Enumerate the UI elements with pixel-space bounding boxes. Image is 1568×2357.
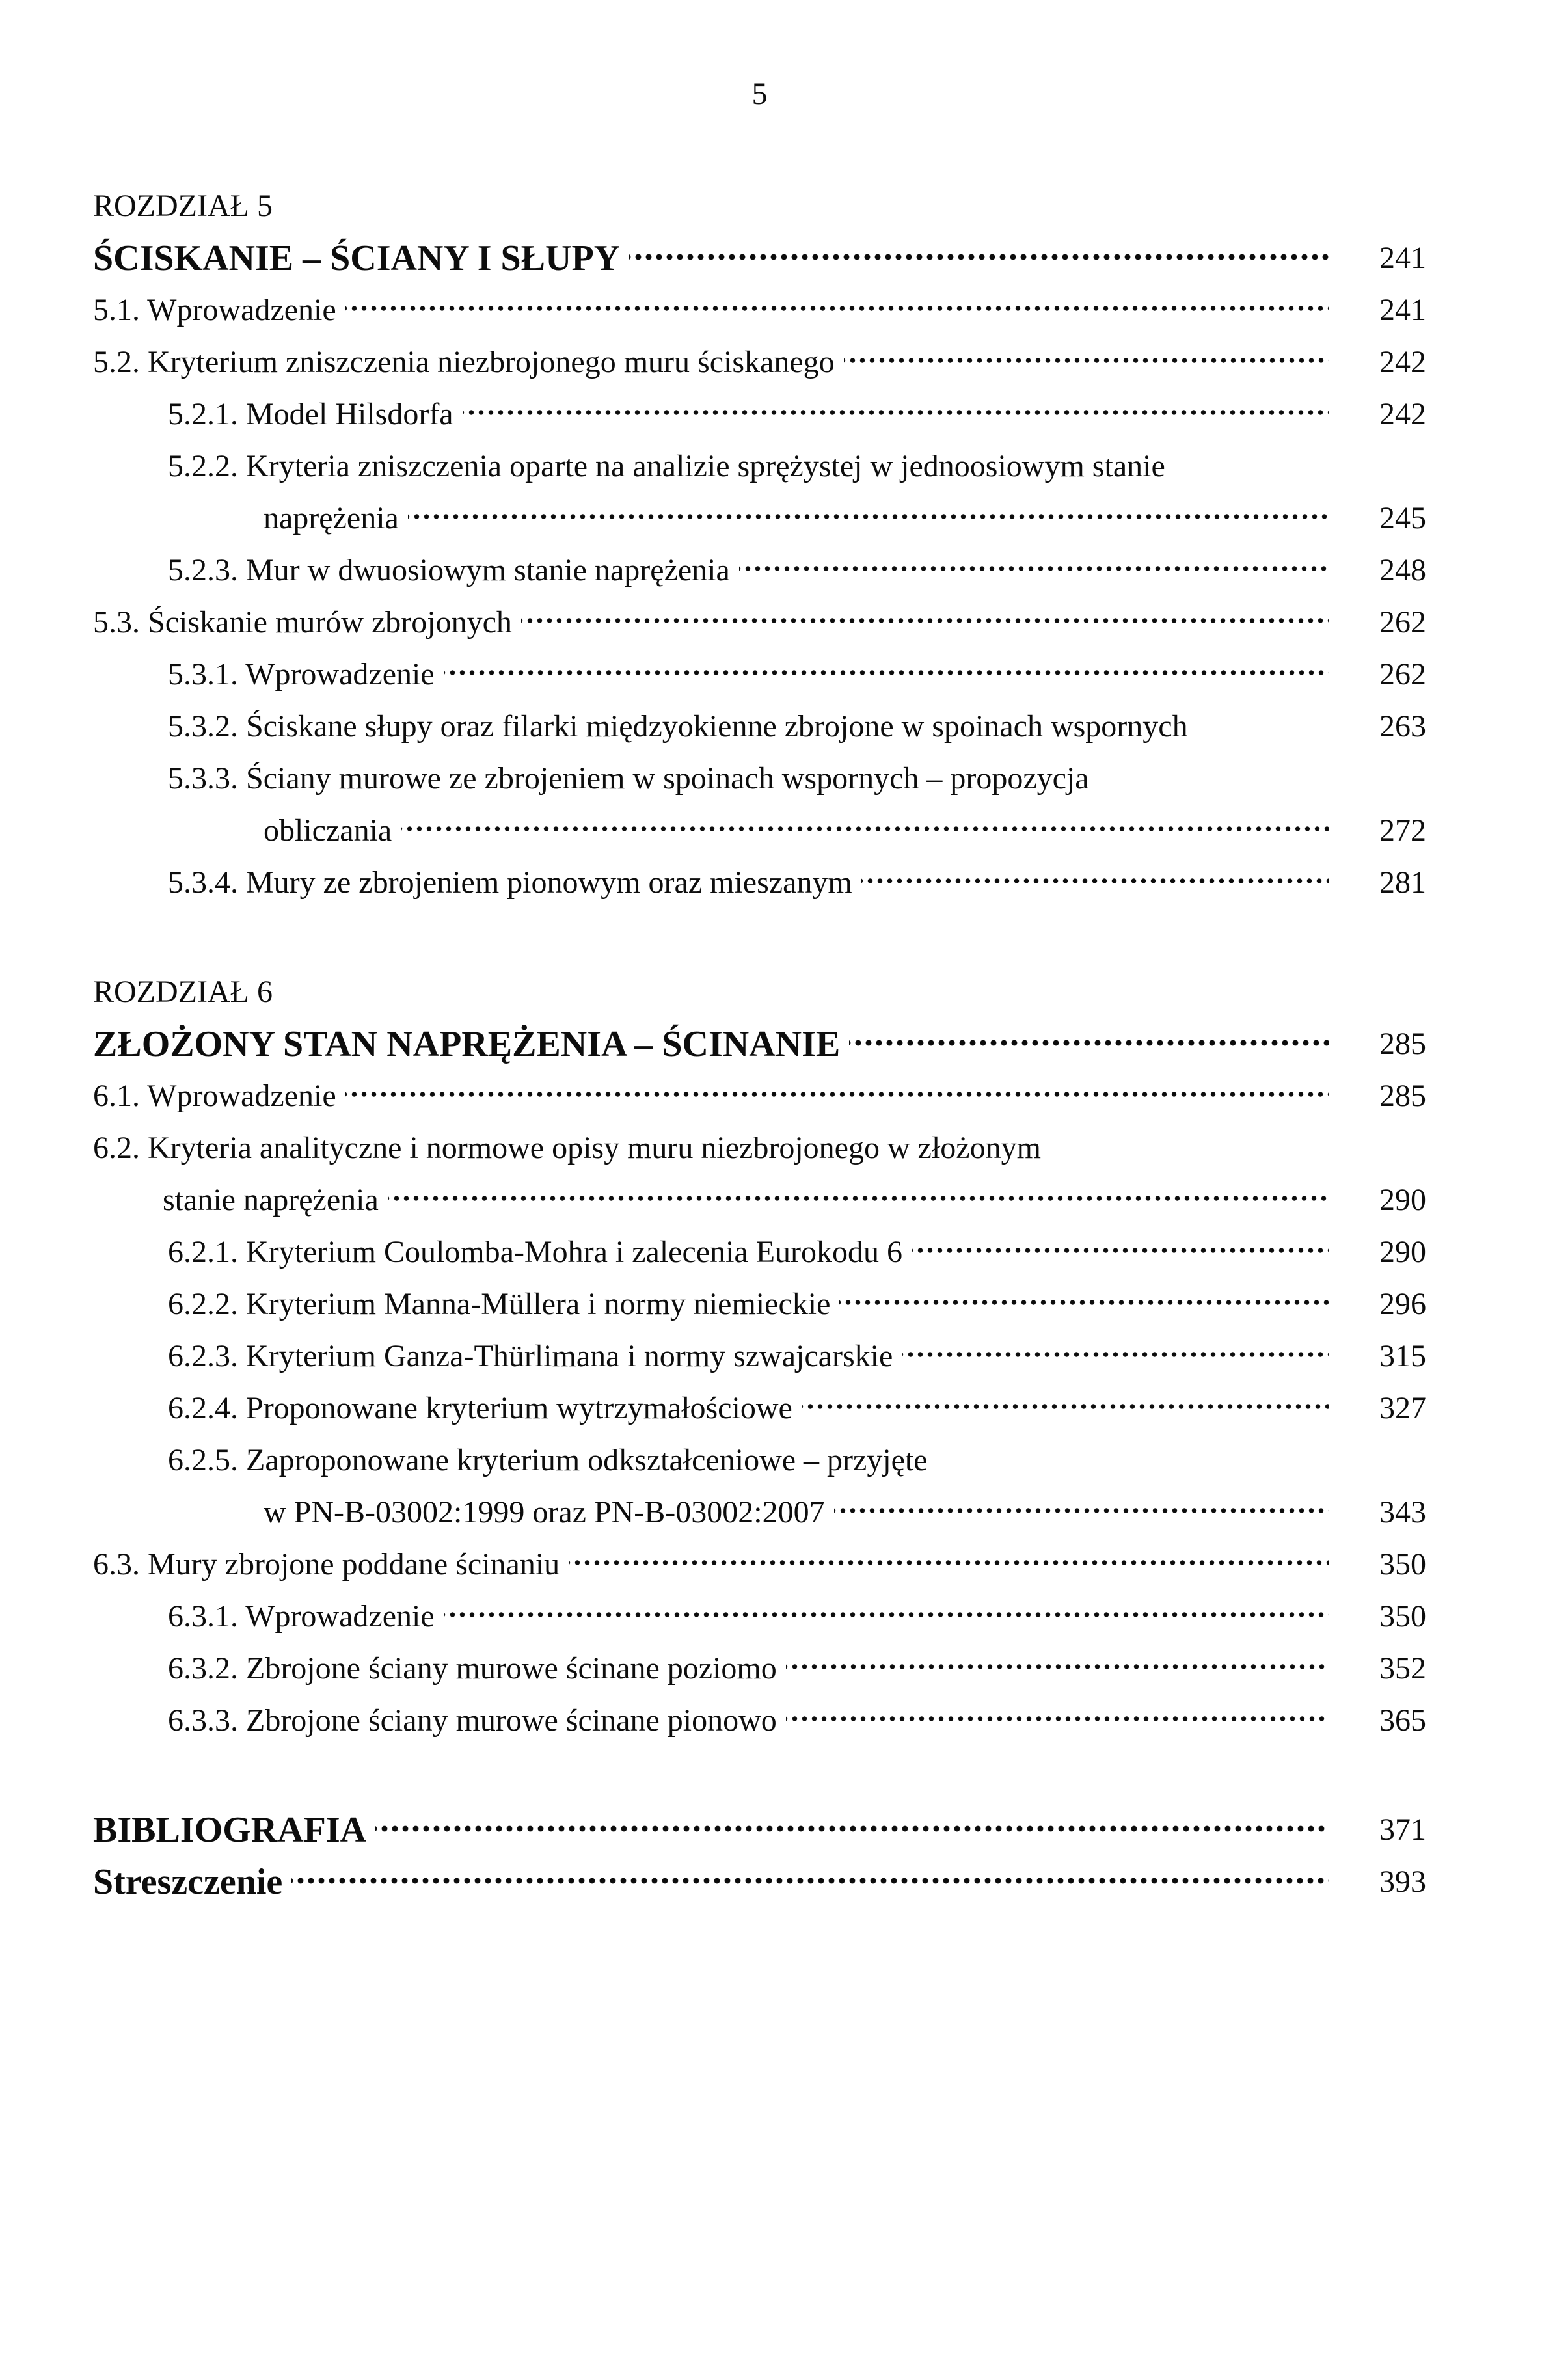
toc-entry-text: BIBLIOGRAFIA [93,1810,367,1850]
toc-entry-text: 5.3.1. Wprowadzenie [168,657,435,692]
toc-page-number: 262 [1379,657,1426,692]
toc-page-number: 365 [1379,1703,1426,1738]
dot-leader [375,1804,1329,1856]
toc-entry-text: obliczania [264,813,392,848]
dot-leader [902,1330,1329,1382]
toc-entry-text: 6.3. Mury zbrojone poddane ścinaniu [93,1547,560,1582]
toc-row [93,1070,1426,1122]
toc-entry-text: 5.3. Ściskanie murów zbrojonych [93,605,512,640]
dot-leader [937,1434,1426,1487]
toc-row [93,1330,1426,1382]
toc-row [93,1487,1426,1539]
toc-page-number: 272 [1379,813,1426,848]
toc-entry-text: 6.2.1. Kryterium Coulomba-Mohra i zalecenia Eurokodu 6 [168,1235,903,1269]
toc-row [93,649,1426,701]
toc-row [93,1122,1426,1174]
dot-leader [388,1174,1329,1226]
toc-entry-text: 5.1. Wprowadzenie [93,293,336,327]
toc-entry-text: ŚCISKANIE – ŚCIANY I SŁUPY [93,238,621,278]
toc-page-number: 242 [1379,397,1426,431]
dot-leader [1174,440,1426,492]
toc-page-number: 296 [1379,1287,1426,1321]
toc-entry-text: 6.3.2. Zbrojone ściany murowe ścinane poziomo [168,1651,777,1686]
toc-entry-text: naprężenia [264,501,399,535]
dot-leader [444,1591,1329,1643]
toc-row [93,805,1426,857]
toc-row [93,857,1426,909]
dot-leader [463,388,1329,440]
toc-entry-text: stanie naprężenia [163,1183,379,1217]
toc-entry-text: 6.2.3. Kryterium Ganza-Thürlimana i normy szwajcarskie [168,1339,893,1373]
dot-leader [786,1695,1329,1747]
toc-page-number: 262 [1379,605,1426,640]
dot-leader [802,1382,1329,1434]
toc-page-number: 285 [1379,1079,1426,1113]
toc-entry-text: 5.2.2. Kryteria zniszczenia oparte na analizie sprężystej w jednoosiowym stanie [168,449,1165,483]
dot-leader [849,1018,1329,1070]
toc-entry-text: 6.2. Kryteria analityczne i normowe opisy muru niezbrojonego w złożonym [93,1131,1041,1165]
toc-page-number: 371 [1379,1812,1426,1847]
dot-leader [629,232,1329,284]
dot-leader [401,805,1329,857]
dot-leader [282,180,1426,232]
toc-page-number: 393 [1379,1865,1426,1899]
toc-row [93,284,1426,336]
dot-leader [1098,753,1426,805]
dot-leader [739,545,1329,597]
toc-entry-text: 5.3.4. Mury ze zbrojeniem pionowym oraz mieszanym [168,865,852,900]
toc-entry-text: ROZDZIAŁ 6 [93,975,273,1009]
toc-entry-text: 6.2.2. Kryterium Manna-Müllera i normy niemieckie [168,1287,831,1321]
toc-row [93,966,1426,1018]
toc-page-number: 248 [1379,553,1426,587]
dot-leader [786,1643,1329,1695]
dot-leader [569,1539,1329,1591]
toc-page-number: 350 [1379,1547,1426,1582]
toc-entry-text: 6.3.3. Zbrojone ściany murowe ścinane pionowo [168,1703,777,1738]
dot-leader [282,966,1426,1018]
toc-page-number: 327 [1379,1391,1426,1425]
toc-page-number: 343 [1379,1495,1426,1529]
toc-row [93,545,1426,597]
toc-page-number: 285 [1379,1027,1426,1061]
toc-entry-text: 5.3.2. Ściskane słupy oraz filarki międzyokienne zbrojone w spoinach wspornych [168,709,1188,744]
dot-leader [408,492,1329,545]
toc-row [93,336,1426,388]
toc-row [93,232,1426,284]
toc-list [93,180,1426,1908]
dot-leader [839,1278,1329,1330]
toc-row [93,1278,1426,1330]
toc-entry-text: 6.2.5. Zaproponowane kryterium odkształceniowe – przyjęte [168,1443,928,1477]
toc-row [93,1804,1426,1856]
toc-row [93,388,1426,440]
toc-row [93,1434,1426,1487]
toc-row [93,1382,1426,1434]
toc-row [93,1591,1426,1643]
toc-row [93,1174,1426,1226]
toc-page-number: 242 [1379,345,1426,379]
toc-row [93,1018,1426,1070]
dot-leader [861,857,1329,909]
dot-leader [291,1856,1329,1908]
toc-row [93,1856,1426,1908]
toc-entry-text: Streszczenie [93,1862,283,1902]
toc-entry-text: 5.2. Kryterium zniszczenia niezbrojonego muru ściskanego [93,345,835,379]
dot-leader [912,1226,1329,1278]
toc-entry-text: 6.3.1. Wprowadzenie [168,1599,435,1634]
toc-page-number: 352 [1379,1651,1426,1686]
toc-page-number: 241 [1379,293,1426,327]
toc-row [93,1226,1426,1278]
dot-leader [834,1487,1329,1539]
toc-row [93,701,1426,753]
toc-row [93,1643,1426,1695]
toc-page-number: 290 [1379,1235,1426,1269]
toc-row [93,1695,1426,1747]
toc-entry-text: ZŁOŻONY STAN NAPRĘŻENIA – ŚCINANIE [93,1024,841,1064]
toc-row [93,492,1426,545]
dot-leader [345,1070,1329,1122]
toc-page-number: 350 [1379,1599,1426,1634]
toc-row [93,597,1426,649]
toc-entry-text: ROZDZIAŁ 5 [93,189,273,223]
toc-row [93,180,1426,232]
page-number-header: 5 [751,77,768,111]
toc-entry-text: 6.2.4. Proponowane kryterium wytrzymałościowe [168,1391,792,1425]
toc-page-number: 245 [1379,501,1426,535]
toc-page-number: 290 [1379,1183,1426,1217]
toc-entry-text: 6.1. Wprowadzenie [93,1079,336,1113]
dot-leader [345,284,1329,336]
toc-page-number: 263 [1379,709,1426,744]
dot-leader [1197,701,1329,753]
toc-entry-text: w PN-B-03002:1999 oraz PN-B-03002:2007 [264,1495,825,1529]
toc-page-number: 315 [1379,1339,1426,1373]
toc-row [93,440,1426,492]
toc-entry-text: 5.2.3. Mur w dwuosiowym stanie naprężenia [168,553,730,587]
toc-row [93,753,1426,805]
dot-leader [844,336,1329,388]
toc-entry-text: 5.2.1. Model Hilsdorfa [168,397,453,431]
dot-leader [521,597,1329,649]
dot-leader [1050,1122,1426,1174]
dot-leader [444,649,1329,701]
toc-row [93,1539,1426,1591]
toc-page-number: 241 [1379,241,1426,275]
toc-page-number: 281 [1379,865,1426,900]
toc-entry-text: 5.3.3. Ściany murowe ze zbrojeniem w spoinach wspornych – propozycja [168,761,1089,796]
